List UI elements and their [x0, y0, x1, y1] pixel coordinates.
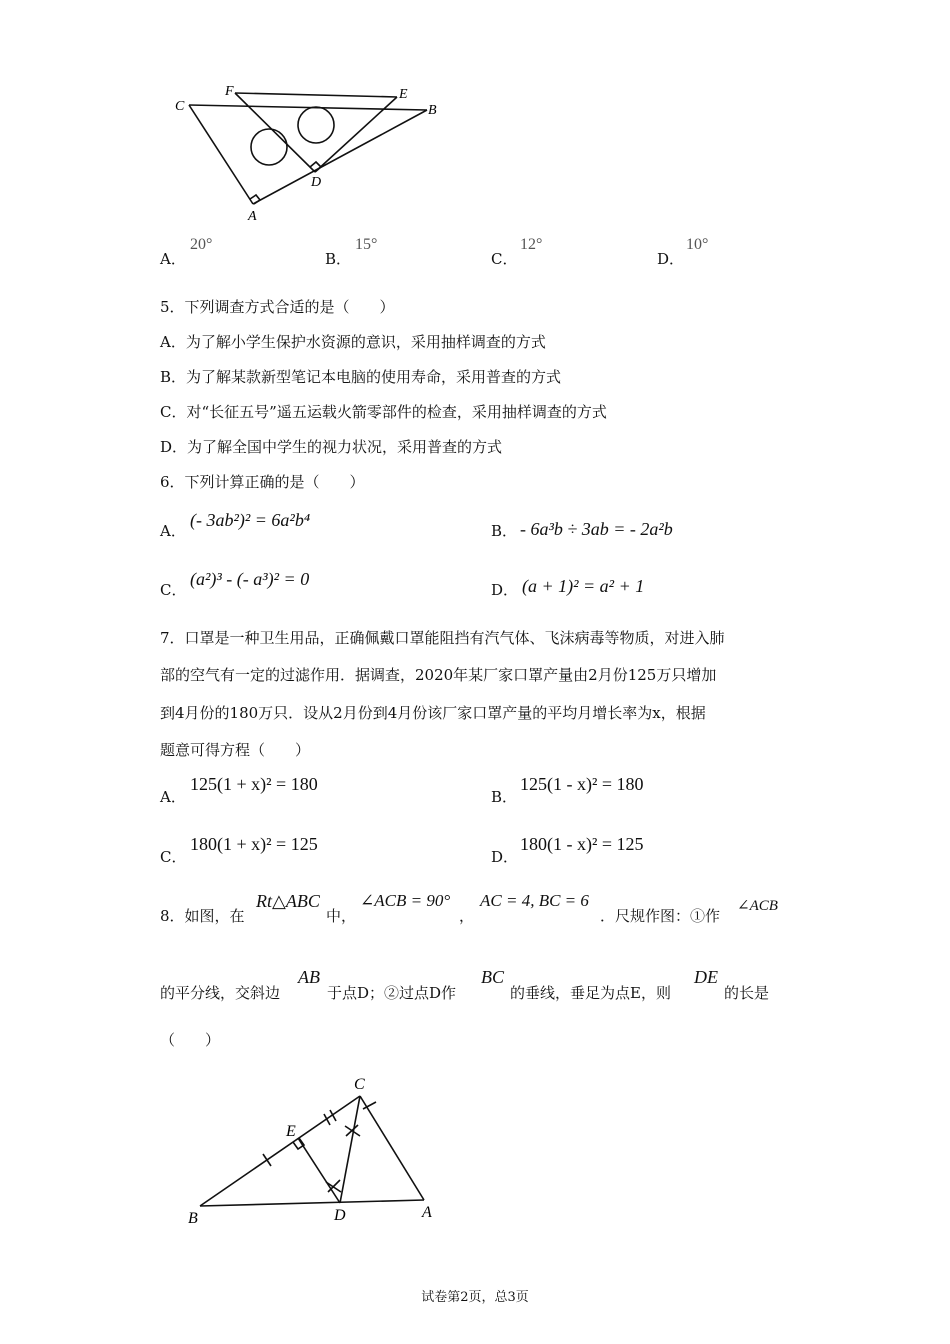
q7-option-b-letter[interactable]: B． [491, 788, 518, 806]
q8-math-ab: AB [298, 967, 320, 987]
figure-set-squares [165, 80, 455, 225]
fig1-label-d: D [311, 175, 322, 190]
q8-math-bc: BC [481, 967, 505, 987]
q8-text-7: 的垂线，垂足为点E，则 [510, 984, 671, 1002]
page-footer: 试卷第2页，总3页 [421, 1290, 529, 1305]
q5-option-d[interactable]: D．为了解全国中学生的视力状况，采用普查的方式 [160, 438, 503, 456]
q8-text-6: 于点D；②过点D作 [327, 984, 457, 1002]
fig2-label-e: E [286, 1123, 296, 1140]
q8-text-2: 中， [326, 907, 357, 925]
q6-option-b-expr: - 6a³b ÷ 3ab = - 2a²b [520, 519, 673, 539]
q6-stem: 6．下列计算正确的是（ ） [160, 473, 365, 491]
q5-option-a[interactable]: A．为了解小学生保护水资源的意识，采用抽样调查的方式 [160, 333, 546, 351]
q7-option-d-letter[interactable]: D． [491, 848, 519, 866]
fig1-label-a: A [248, 209, 257, 224]
q5-option-b[interactable]: B．为了解某款新型笔记本电脑的使用寿命，采用普查的方式 [160, 368, 562, 386]
q8-text-4: ．尺规作图：①作 [600, 907, 721, 925]
fig2-label-b: B [188, 1210, 198, 1227]
q4-option-b-letter[interactable]: B． [325, 250, 352, 268]
fig1-label-c: C [175, 99, 185, 114]
fig2-label-c: C [354, 1076, 365, 1093]
q7-option-a-expr: 125(1 + x)² = 180 [190, 774, 318, 794]
q8-text-5: 的平分线，交斜边 [160, 984, 281, 1002]
q7-line-2: 部的空气有一定的过滤作用．据调查，2020年某厂家口罩产量由2月份125万只增加 [160, 666, 717, 684]
fig2-label-a: A [422, 1204, 432, 1221]
q4-option-d-value: 10° [686, 236, 709, 253]
q8-math-rt-abc: Rt△ABC [256, 891, 320, 911]
q8-math-angle-acb: ∠ACB = 90° [360, 891, 451, 910]
q7-line-3: 到4月份的180万只．设从2月份到4月份该厂家口罩产量的平均月增长率为x，根据 [160, 704, 706, 722]
q4-option-a-value: 20° [190, 236, 213, 253]
q6-option-c-expr: (a²)³ - (- a³)² = 0 [190, 569, 310, 589]
fig1-label-e: E [399, 87, 408, 102]
q7-option-a-letter[interactable]: A． [160, 788, 186, 806]
q8-text-8: 的长是 [724, 984, 770, 1002]
q7-option-d-expr: 180(1 - x)² = 125 [520, 834, 644, 854]
q6-option-b-letter[interactable]: B． [491, 522, 518, 540]
q5-stem: 5．下列调查方式合适的是（ ） [160, 298, 395, 316]
q4-option-c-letter[interactable]: C． [491, 250, 518, 268]
q6-option-c-letter[interactable]: C． [160, 581, 187, 599]
q4-option-c-value: 12° [520, 236, 543, 253]
q4-option-d-letter[interactable]: D． [657, 250, 685, 268]
fig1-label-f: F [225, 84, 234, 99]
q8-math-angle-acb-2: ∠ACB [737, 898, 778, 914]
q7-line-1: 7．口罩是一种卫生用品，正确佩戴口罩能阻挡有汽气体、飞沫病毒等物质，对进入肺 [160, 629, 725, 647]
q5-option-c[interactable]: C．对“长征五号”遥五运载火箭零部件的检查，采用抽样调查的方式 [160, 403, 607, 421]
q7-line-4: 题意可得方程（ ） [160, 741, 311, 759]
q6-option-a-letter[interactable]: A． [160, 522, 186, 540]
q6-option-d-expr: (a + 1)² = a² + 1 [522, 576, 645, 596]
q4-option-a-letter[interactable]: A． [160, 250, 186, 268]
q8-text-3: ， [459, 907, 475, 925]
q8-math-sides: AC = 4, BC = 6 [480, 891, 589, 910]
q6-option-a-expr: (- 3ab²)² = 6a²b⁴ [190, 510, 311, 530]
q7-option-c-expr: 180(1 + x)² = 125 [190, 834, 318, 854]
figure-triangle-construction [180, 1070, 450, 1230]
q4-option-b-value: 15° [355, 236, 378, 253]
q7-option-c-letter[interactable]: C． [160, 848, 187, 866]
q8-answer-paren: （ ） [160, 1031, 221, 1049]
q8-math-de: DE [694, 967, 718, 987]
q8-text-1: 8．如图，在 [160, 907, 245, 925]
fig2-label-d: D [334, 1207, 346, 1224]
q7-option-b-expr: 125(1 - x)² = 180 [520, 774, 644, 794]
q6-option-d-letter[interactable]: D． [491, 581, 519, 599]
fig1-label-b: B [428, 103, 437, 118]
